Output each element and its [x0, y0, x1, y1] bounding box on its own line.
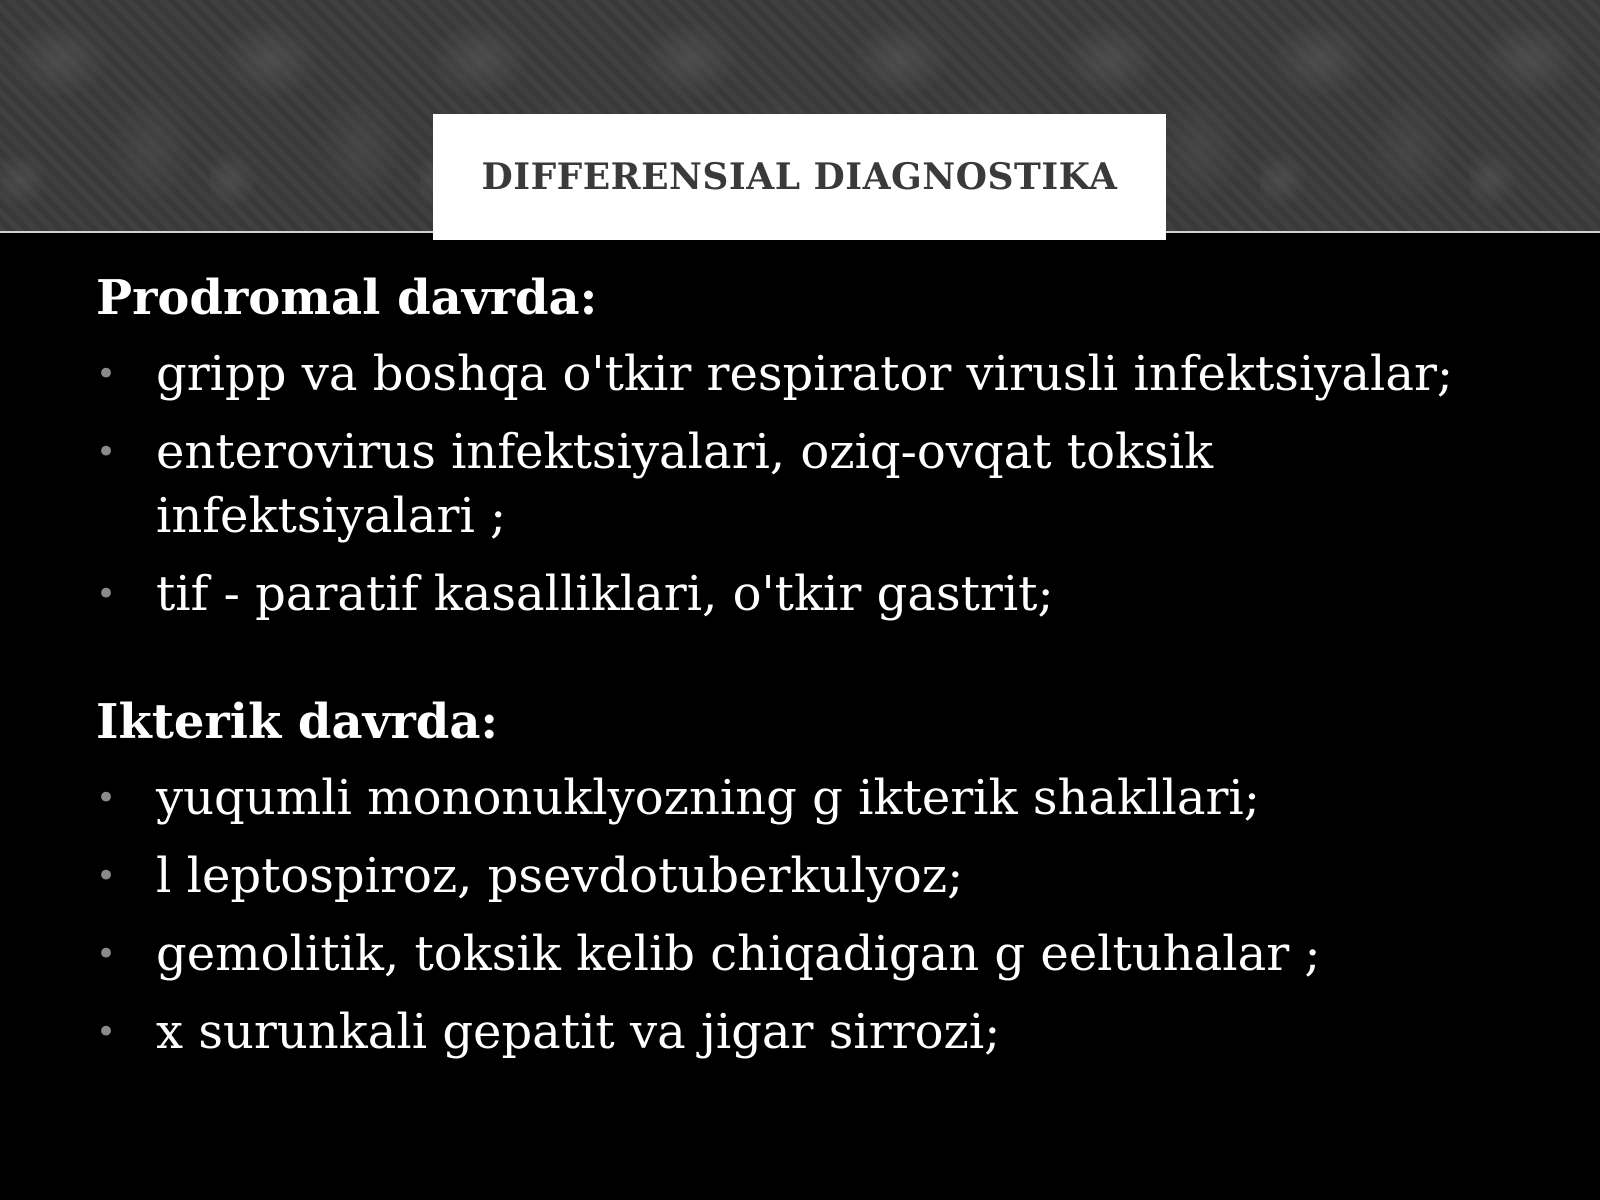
section-heading-prodromal: Prodromal davrda:: [96, 270, 598, 326]
list-item: [96, 562, 1516, 626]
bullet-icon: •: [96, 934, 117, 974]
bullet-icon: •: [96, 574, 117, 614]
list-item: [96, 922, 1516, 986]
list-item-text: gemolitik, toksik kelib chiqadigan g eeltuhalar ;: [156, 926, 1321, 982]
title-box: [433, 114, 1166, 240]
list-item-text: gripp va boshqa o'tkir respirator virusli infektsiyalar;: [156, 346, 1454, 402]
section-heading-ikterik: Ikterik davrda:: [96, 694, 499, 750]
list-item-text: l leptospiroz, psevdotuberkulyoz;: [156, 848, 964, 904]
prodromal-list: [96, 342, 1516, 626]
ikterik-list: [96, 766, 1516, 1064]
list-item-text: yuqumli mononuklyozning g ikterik shakllari;: [156, 770, 1260, 826]
slide-title: DIFFERENSIAL DIAGNOSTIKA: [481, 156, 1118, 198]
list-item: [96, 420, 1516, 548]
list-item: [96, 1000, 1516, 1064]
bullet-icon: •: [96, 778, 117, 818]
section-spacer: [96, 640, 1516, 692]
slide-content: [96, 268, 1516, 1078]
list-item: [96, 766, 1516, 830]
list-item-text: enterovirus infektsiyalari, oziq-ovqat toksik infektsiyalari ;: [156, 424, 1214, 544]
list-item: [96, 844, 1516, 908]
bullet-icon: •: [96, 432, 117, 472]
list-item-text: tif - paratif kasalliklari, o'tkir gastrit;: [156, 566, 1054, 622]
bullet-icon: •: [96, 354, 117, 394]
bullet-icon: •: [96, 856, 117, 896]
list-item: [96, 342, 1516, 406]
list-item-text: x surunkali gepatit va jigar sirrozi;: [156, 1004, 1001, 1060]
bullet-icon: •: [96, 1012, 117, 1052]
